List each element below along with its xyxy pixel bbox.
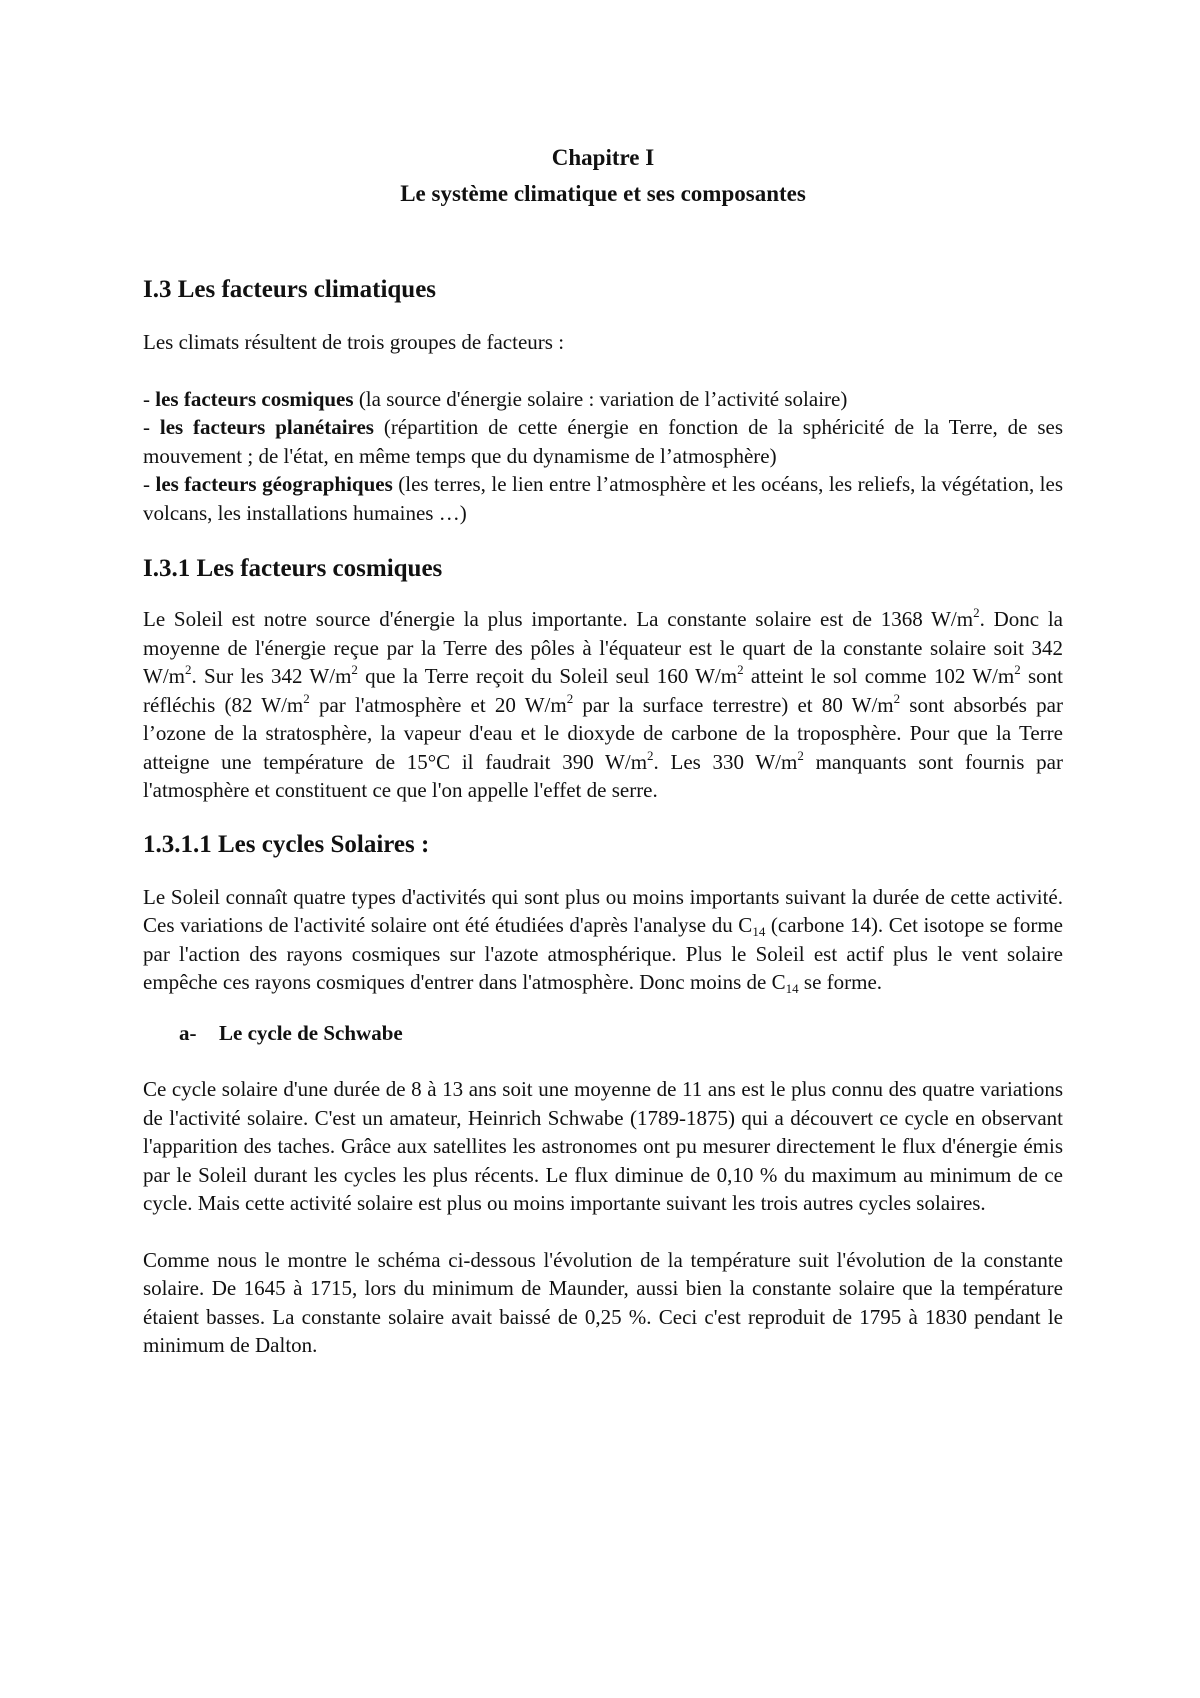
- solar-cycles-paragraph: Le Soleil connaît quatre types d'activités qui sont plus ou moins importants suivant la durée de cette activité. Ces variations de l'activité solaire ont été étudiées d'après l'analyse du $C_{14}$ (carbone 14). Cet isotope se forme par l'action des rayons cosmiques sur l'azote atmosphérique. Plus le Soleil est actif plus le vent solaire empêche ces rayons cosmiques d'entrer dans l'atmosphère. Donc moins de $C_{14}$ se forme.: [143, 884, 1063, 996]
- factor-term: les facteurs géographiques: [155, 472, 393, 496]
- cosmic-factors-paragraph: Le Soleil est notre source d'énergie la plus importante. La constante solaire est de 1368 $W/m^2$. Donc la moyenne de l'énergie reçue par la Terre des pôles à l'équateur est le quart de la constante solaire soit 342 $W/m^2$. Sur les 342 $W/m^2$ que la Terre reçoit du Soleil seul 160 $W/m^2$ atteint le sol comme 102 $W/m^2$ sont réfléchis (82 $W/m^2$ par l'atmosphère et 20 $W/m^2$ par la surface terrestre) et 80 $W/m^2$ sont absorbés par l’ozone de la stratosphère, la vapeur d'eau et le dioxyde de carbone de la troposphère. Pour que la Terre atteigne une température de 15°C il faudrait 390 $W/m^2$. Les 330 $W/m^2$ manquants sont fournis par l'atmosphère et constituent ce que l'on appelle l'effet de serre.: [143, 605, 1063, 802]
- factor-list: [143, 385, 1063, 528]
- factor-term: les facteurs planétaires: [159, 415, 374, 439]
- factor-item-planetary: - les facteurs planétaires (répartition de cette énergie en fonction de la sphéricité de la Terre, de ses mouvement ; de l'état, en même temps que du dynamisme de l’atmosphère): [143, 415, 1064, 468]
- schwabe-paragraph-1: Ce cycle solaire d'une durée de 8 à 13 ans soit une moyenne de 11 ans est le plus connu des quatre variations de l'activité solaire. C'est un amateur, Heinrich Schwabe (1789-1875) qui a découvert ce cycle en observant l'apparition des taches. Grâce aux satellites les astronomes ont pu mesurer directement le flux d'énergie émis par le Soleil durant les cycles les plus récents. Le flux diminue de 0,10 % du maximum au minimum de ce cycle. Mais cette activité solaire est plus ou moins importante suivant les trois autres cycles solaires.: [143, 1077, 1063, 1215]
- factor-term: les facteurs cosmiques: [155, 386, 354, 411]
- schwabe-paragraph-2: Comme nous le montre le schéma ci-dessous l'évolution de la température suit l'évolution de la constante solaire. De 1645 à 1715, lors du minimum de Maunder, aussi bien la constante solaire que la température étaient basses. La constante solaire avait baissé de 0,25 %. Ceci c'est reproduit de 1795 à 1830 pendant le minimum de Dalton.: [143, 1247, 1063, 1357]
- chapter-number: Chapitre I: [551, 145, 655, 170]
- section-heading-1-3: I.3 Les facteurs climatiques: [143, 276, 437, 303]
- section-heading-1-3-1: I.3.1 Les facteurs cosmiques: [143, 555, 443, 582]
- factor-item-geographic: - les facteurs géographiques (les terres, le lien entre l’atmosphère et les océans, les reliefs, la végétation, les volcans, les installations humaines …): [143, 472, 1064, 525]
- page-content: [143, 140, 1063, 1360]
- subsection-letter: a-: [179, 1020, 197, 1045]
- factor-item-cosmic: - les facteurs cosmiques (la source d'énergie solaire : variation de l’activité solaire): [143, 386, 848, 411]
- subsection-title: Le cycle de Schwabe: [219, 1020, 403, 1045]
- chapter-title: Le système climatique et ses composantes: [400, 181, 806, 206]
- subsection-heading-schwabe: [143, 1019, 1063, 1048]
- section-intro: Les climats résultent de trois groupes de facteurs :: [143, 330, 565, 354]
- section-heading-1-3-1-1: 1.3.1.1 Les cycles Solaires :: [143, 830, 430, 858]
